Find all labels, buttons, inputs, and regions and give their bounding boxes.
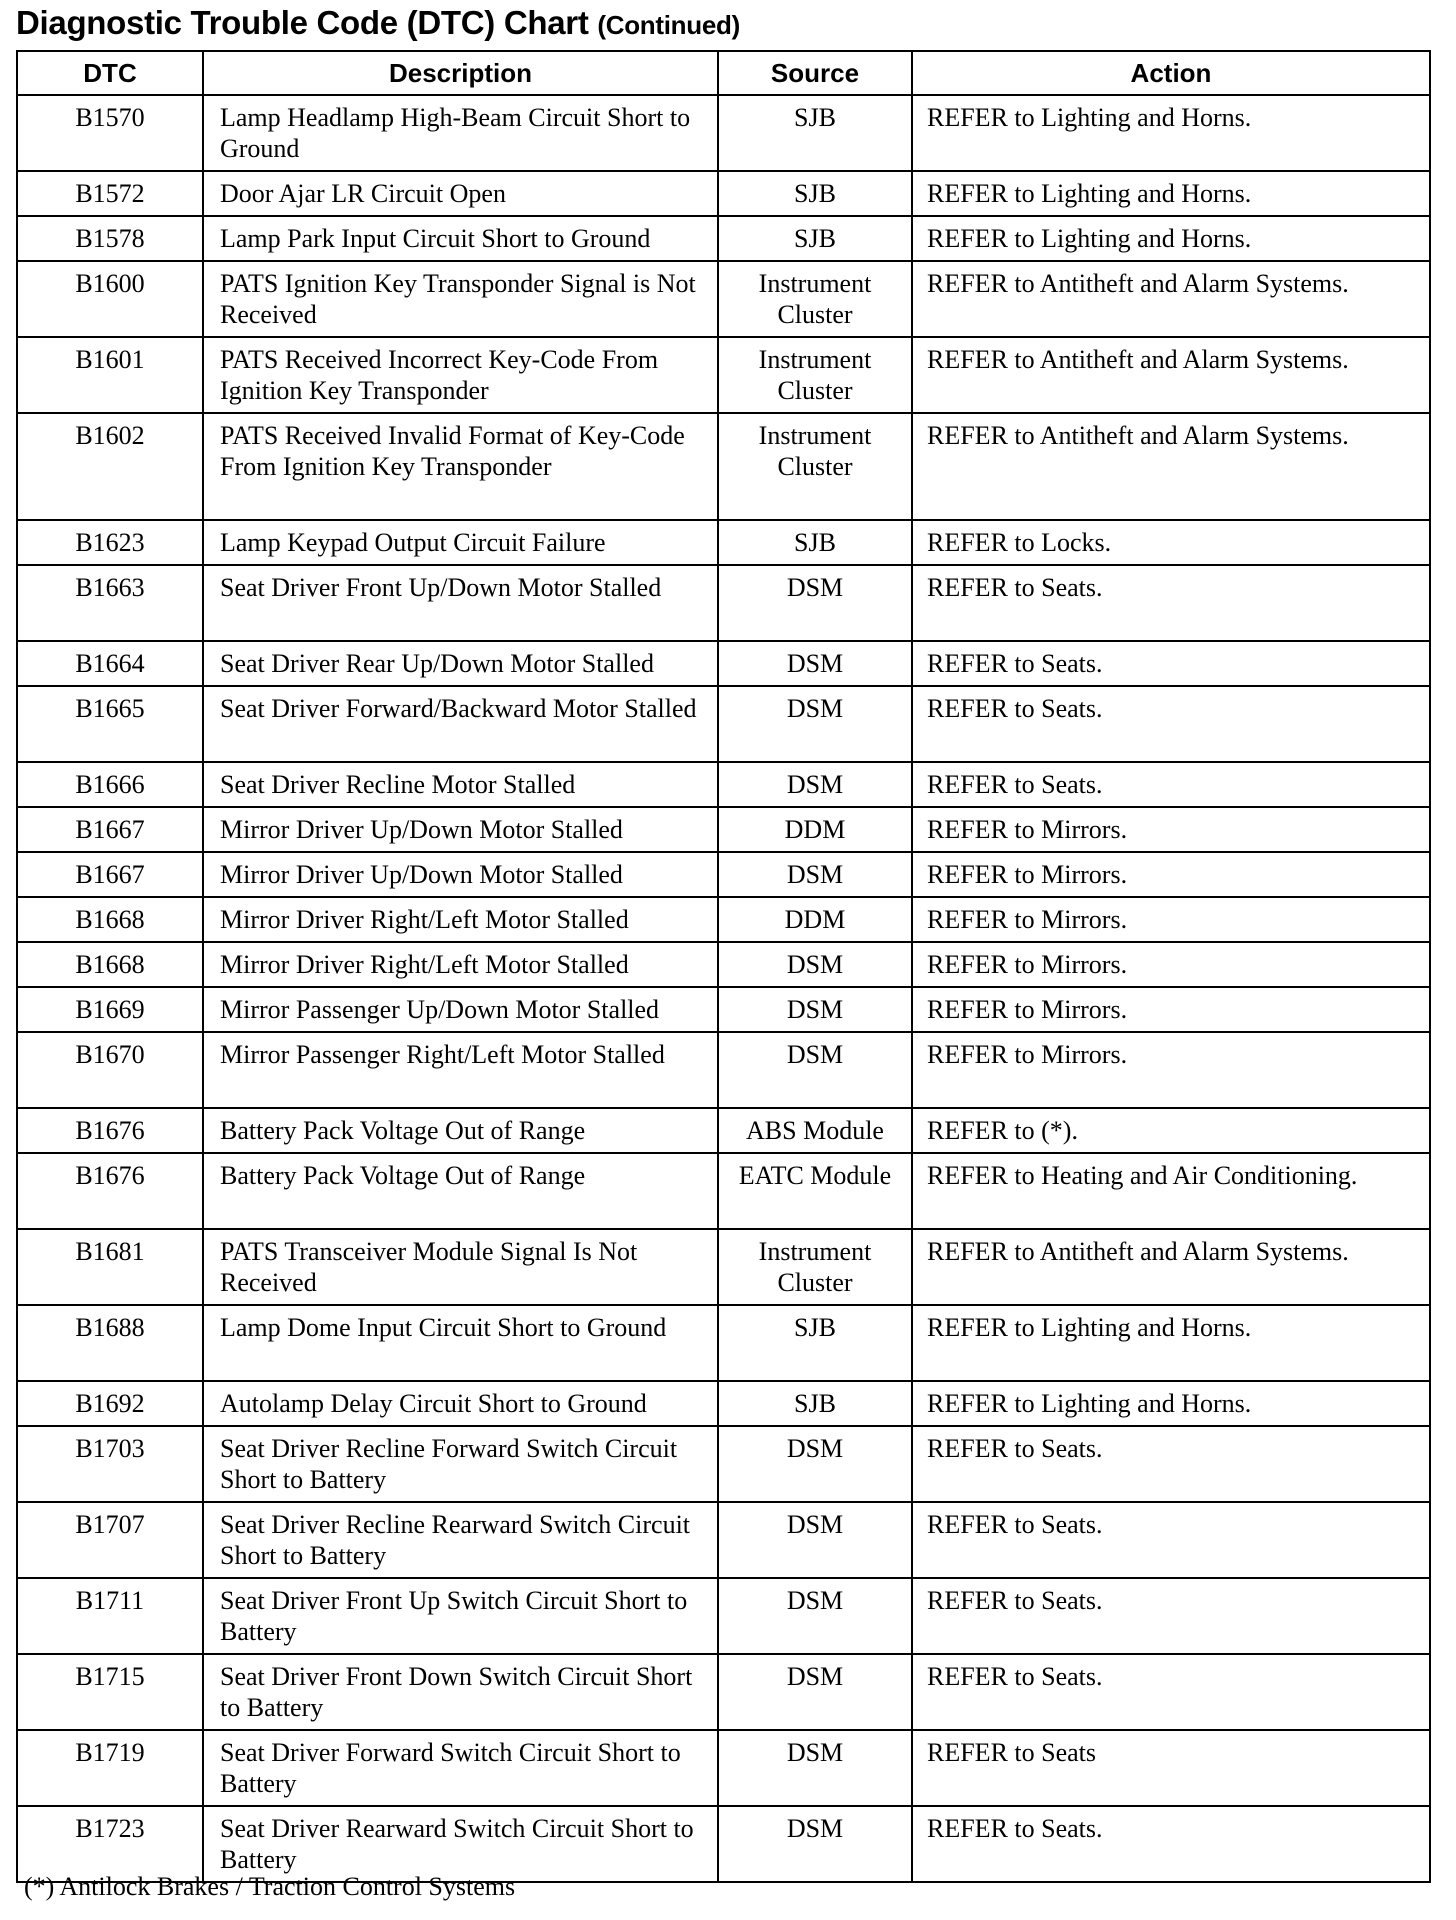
cell-source: DSM [718,686,912,762]
cell-action: REFER to Antitheft and Alarm Systems. [912,413,1430,520]
cell-source: DSM [718,942,912,987]
cell-action: REFER to Mirrors. [912,942,1430,987]
cell-description: Lamp Park Input Circuit Short to Ground [203,216,718,261]
table-row [17,1229,1430,1305]
cell-description: Seat Driver Rear Up/Down Motor Stalled [203,641,718,686]
cell-dtc: B1669 [17,987,203,1032]
table-row [17,1578,1430,1654]
table-row [17,762,1430,807]
cell-dtc: B1664 [17,641,203,686]
table-row [17,216,1430,261]
cell-description: Lamp Keypad Output Circuit Failure [203,520,718,565]
table-row [17,565,1430,641]
footnote: (*) Antilock Brakes / Traction Control Systems [24,1872,516,1901]
cell-dtc: B1676 [17,1153,203,1229]
cell-source: DSM [718,762,912,807]
table-row [17,413,1430,520]
cell-source: DSM [718,852,912,897]
cell-action: REFER to Mirrors. [912,852,1430,897]
cell-dtc: B1668 [17,942,203,987]
cell-description: PATS Received Incorrect Key-Code From Ignition Key Transponder [203,337,718,413]
cell-action: REFER to Seats. [912,762,1430,807]
table-row [17,807,1430,852]
cell-source: Instrument Cluster [718,1229,912,1305]
cell-action: REFER to Seats. [912,1426,1430,1502]
cell-action: REFER to (*). [912,1108,1430,1153]
cell-description: PATS Ignition Key Transponder Signal is Not Received [203,261,718,337]
cell-action: REFER to Seats. [912,686,1430,762]
cell-action: REFER to Lighting and Horns. [912,1305,1430,1381]
cell-description: Mirror Driver Up/Down Motor Stalled [203,807,718,852]
cell-dtc: B1666 [17,762,203,807]
table-row [17,641,1430,686]
column-header-source: Source [718,51,912,95]
cell-source: DSM [718,1032,912,1108]
cell-description: Door Ajar LR Circuit Open [203,171,718,216]
table-row [17,686,1430,762]
cell-dtc: B1602 [17,413,203,520]
cell-description: Battery Pack Voltage Out of Range [203,1108,718,1153]
table-row [17,1153,1430,1229]
cell-description: Mirror Driver Right/Left Motor Stalled [203,942,718,987]
cell-source: DDM [718,897,912,942]
cell-description: Seat Driver Recline Motor Stalled [203,762,718,807]
cell-description: Mirror Passenger Up/Down Motor Stalled [203,987,718,1032]
cell-dtc: B1676 [17,1108,203,1153]
cell-description: Autolamp Delay Circuit Short to Ground [203,1381,718,1426]
cell-dtc: B1665 [17,686,203,762]
table-row [17,1305,1430,1381]
cell-action: REFER to Mirrors. [912,897,1430,942]
cell-source: SJB [718,171,912,216]
table-row [17,171,1430,216]
table-row [17,1381,1430,1426]
cell-action: REFER to Locks. [912,520,1430,565]
cell-dtc: B1707 [17,1502,203,1578]
cell-description: PATS Received Invalid Format of Key-Code From Ignition Key Transponder [203,413,718,520]
cell-dtc: B1663 [17,565,203,641]
cell-source: SJB [718,1381,912,1426]
cell-dtc: B1670 [17,1032,203,1108]
cell-source: DSM [718,1730,912,1806]
cell-description: Mirror Driver Up/Down Motor Stalled [203,852,718,897]
cell-source: DDM [718,807,912,852]
table-row [17,1426,1430,1502]
cell-source: DSM [718,1426,912,1502]
table-row [17,1108,1430,1153]
cell-description: Mirror Passenger Right/Left Motor Stalled [203,1032,718,1108]
cell-description: Mirror Driver Right/Left Motor Stalled [203,897,718,942]
cell-action: REFER to Seats. [912,1578,1430,1654]
cell-action: REFER to Lighting and Horns. [912,1381,1430,1426]
cell-description: Seat Driver Forward Switch Circuit Short to Battery [203,1730,718,1806]
cell-dtc: B1667 [17,852,203,897]
cell-action: REFER to Mirrors. [912,987,1430,1032]
column-header-dtc: DTC [17,51,203,95]
title-main: Diagnostic Trouble Code (DTC) Chart [16,4,589,41]
cell-source: SJB [718,216,912,261]
table-row [17,1502,1430,1578]
cell-source: DSM [718,1654,912,1730]
page-title [16,4,740,42]
cell-action: REFER to Lighting and Horns. [912,216,1430,261]
cell-source: ABS Module [718,1108,912,1153]
cell-action: REFER to Mirrors. [912,1032,1430,1108]
cell-dtc: B1623 [17,520,203,565]
cell-description: Seat Driver Front Up/Down Motor Stalled [203,565,718,641]
cell-action: REFER to Seats. [912,1654,1430,1730]
table-row [17,987,1430,1032]
cell-source: SJB [718,520,912,565]
cell-source: SJB [718,1305,912,1381]
cell-description: Seat Driver Recline Forward Switch Circuit Short to Battery [203,1426,718,1502]
cell-dtc: B1723 [17,1806,203,1882]
cell-dtc: B1703 [17,1426,203,1502]
cell-description: Seat Driver Forward/Backward Motor Stalled [203,686,718,762]
table-row [17,942,1430,987]
table-body [17,95,1430,1882]
cell-dtc: B1681 [17,1229,203,1305]
cell-action: REFER to Seats. [912,1806,1430,1882]
cell-action: REFER to Seats [912,1730,1430,1806]
table-row [17,1032,1430,1108]
table-row [17,520,1430,565]
table-row [17,95,1430,171]
cell-source: SJB [718,95,912,171]
table-row [17,261,1430,337]
cell-dtc: B1667 [17,807,203,852]
cell-description: Lamp Dome Input Circuit Short to Ground [203,1305,718,1381]
cell-source: DSM [718,987,912,1032]
header-row [17,51,1430,95]
cell-source: DSM [718,565,912,641]
cell-action: REFER to Mirrors. [912,807,1430,852]
cell-action: REFER to Antitheft and Alarm Systems. [912,337,1430,413]
cell-action: REFER to Lighting and Horns. [912,171,1430,216]
cell-source: EATC Module [718,1153,912,1229]
table-row [17,1806,1430,1882]
cell-action: REFER to Antitheft and Alarm Systems. [912,1229,1430,1305]
cell-source: Instrument Cluster [718,413,912,520]
cell-source: Instrument Cluster [718,261,912,337]
cell-source: DSM [718,1578,912,1654]
cell-dtc: B1719 [17,1730,203,1806]
table-row [17,337,1430,413]
cell-description: PATS Transceiver Module Signal Is Not Received [203,1229,718,1305]
cell-action: REFER to Antitheft and Alarm Systems. [912,261,1430,337]
cell-dtc: B1578 [17,216,203,261]
cell-action: REFER to Heating and Air Conditioning. [912,1153,1430,1229]
cell-description: Seat Driver Rearward Switch Circuit Short to Battery [203,1806,718,1882]
cell-dtc: B1692 [17,1381,203,1426]
cell-source: Instrument Cluster [718,337,912,413]
cell-description: Seat Driver Recline Rearward Switch Circuit Short to Battery [203,1502,718,1578]
cell-dtc: B1600 [17,261,203,337]
cell-dtc: B1572 [17,171,203,216]
dtc-table [16,50,1431,1883]
cell-description: Seat Driver Front Down Switch Circuit Short to Battery [203,1654,718,1730]
cell-description: Battery Pack Voltage Out of Range [203,1153,718,1229]
column-header-description: Description [203,51,718,95]
cell-action: REFER to Seats. [912,1502,1430,1578]
cell-action: REFER to Lighting and Horns. [912,95,1430,171]
table-row [17,1654,1430,1730]
table-row [17,852,1430,897]
cell-description: Lamp Headlamp High-Beam Circuit Short to Ground [203,95,718,171]
cell-source: DSM [718,1502,912,1578]
cell-dtc: B1688 [17,1305,203,1381]
cell-dtc: B1668 [17,897,203,942]
column-header-action: Action [912,51,1430,95]
cell-dtc: B1601 [17,337,203,413]
cell-source: DSM [718,1806,912,1882]
cell-dtc: B1711 [17,1578,203,1654]
cell-action: REFER to Seats. [912,641,1430,686]
cell-description: Seat Driver Front Up Switch Circuit Short to Battery [203,1578,718,1654]
cell-source: DSM [718,641,912,686]
title-continued: (Continued) [597,10,740,40]
table-header [17,51,1430,95]
cell-dtc: B1715 [17,1654,203,1730]
table-row [17,897,1430,942]
cell-dtc: B1570 [17,95,203,171]
table-row [17,1730,1430,1806]
cell-action: REFER to Seats. [912,565,1430,641]
